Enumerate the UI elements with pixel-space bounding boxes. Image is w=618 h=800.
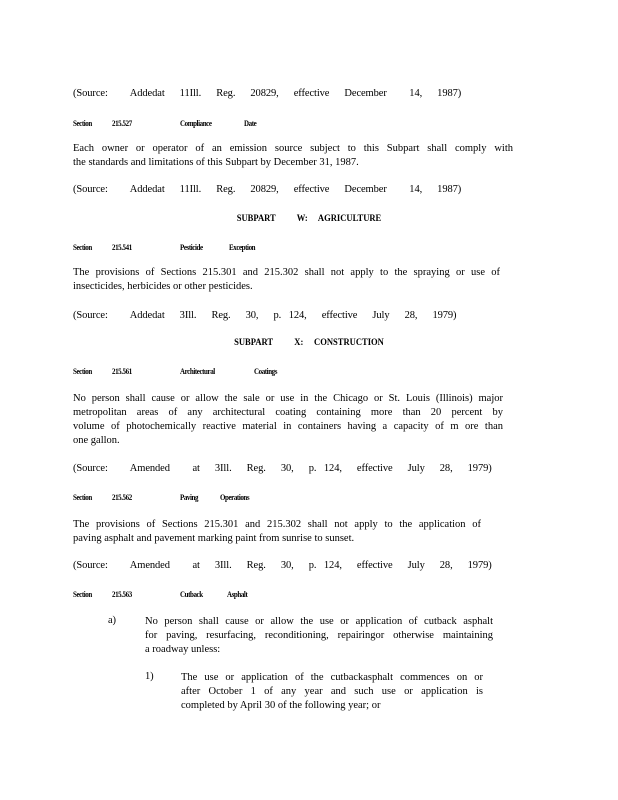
section-title-word: Compliance — [180, 118, 212, 128]
section-number: 215.541 — [112, 242, 132, 252]
paragraph-line: The provisions of Sections 215.301 and 215.302 shall not apply to the application of — [73, 519, 481, 530]
section-title-word: Asphalt — [227, 589, 248, 599]
section-label: Section — [73, 492, 92, 502]
list-marker: 1) — [145, 671, 154, 682]
section-number: 215.563 — [112, 589, 132, 599]
section-title-word: Coatings — [254, 366, 278, 376]
paragraph-line: for paving, resurfacing, reconditioning, repairingor otherwise maintaining — [145, 630, 493, 641]
source-note: (Source: Addedat 3Ill. Reg. 30, p. 124, effective July 28, 1979) — [73, 310, 457, 321]
paragraph-line: Each owner or operator of an emission source subject to this Subpart shall comply with — [73, 143, 513, 154]
subsection-paragraph — [145, 615, 493, 657]
section-title-word: Paving — [180, 492, 199, 502]
section-paragraph — [73, 392, 503, 448]
list-marker: a) — [108, 615, 116, 626]
paragraph-line: a roadway unless: — [145, 644, 221, 655]
paragraph-line: after October 1 of any year and such use or application is — [181, 686, 483, 697]
section-number: 215.562 — [112, 492, 132, 502]
source-note: (Source: Amended at 3Ill. Reg. 30, p. 124, effective July 28, 1979) — [73, 463, 492, 474]
section-paragraph — [73, 266, 500, 294]
subsection-paragraph — [181, 671, 483, 713]
paragraph-line: No person shall cause or allow the sale or use in the Chicago or St. Louis (Illinois) major — [73, 393, 503, 404]
section-paragraph — [73, 518, 481, 546]
paragraph-line: the standards and limitations of this Subpart by December 31, 1987. — [73, 157, 359, 168]
section-number: 215.561 — [112, 366, 132, 376]
section-label: Section — [73, 366, 92, 376]
paragraph-line: one gallon. — [73, 435, 120, 446]
subpart-heading: SUBPART W: AGRICULTURE — [236, 214, 382, 224]
section-label: Section — [73, 118, 92, 128]
section-title-word: Exception — [229, 242, 256, 252]
subpart-heading: SUBPART X: CONSTRUCTION — [234, 338, 384, 348]
section-label: Section — [73, 589, 92, 599]
section-title-word: Architectural — [180, 366, 215, 376]
paragraph-line: insecticides, herbicides or other pesticides. — [73, 281, 253, 292]
source-note: (Source: Amended at 3Ill. Reg. 30, p. 124, effective July 28, 1979) — [73, 560, 492, 571]
paragraph-line: paving asphalt and pavement marking paint from sunrise to sunset. — [73, 533, 355, 544]
paragraph-line: completed by April 30 of the following year; or — [181, 700, 381, 711]
section-title-word: Pesticide — [180, 242, 203, 252]
section-label: Section — [73, 242, 92, 252]
section-title-word: Operations — [220, 492, 250, 502]
paragraph-line: volume of photochemically reactive material in containers having a capacity of m ore than — [73, 421, 503, 432]
source-note: (Source: Addedat 11Ill. Reg. 20829, effective December 14, 1987) — [73, 88, 462, 99]
paragraph-line: No person shall cause or allow the use or application of cutback asphalt — [145, 616, 493, 627]
paragraph-line: metropolitan areas of any architectural coating containing more than 20 percent by — [73, 407, 503, 418]
paragraph-line: The use or application of the cutbackasphalt commences on or — [181, 672, 483, 683]
section-paragraph — [73, 142, 513, 170]
paragraph-line: The provisions of Sections 215.301 and 215.302 shall not apply to the spraying or use of — [73, 267, 500, 278]
source-note: (Source: Addedat 11Ill. Reg. 20829, effective December 14, 1987) — [73, 184, 462, 195]
section-title-word: Date — [244, 118, 257, 128]
section-title-word: Cutback — [180, 589, 203, 599]
section-number: 215.527 — [112, 118, 132, 128]
